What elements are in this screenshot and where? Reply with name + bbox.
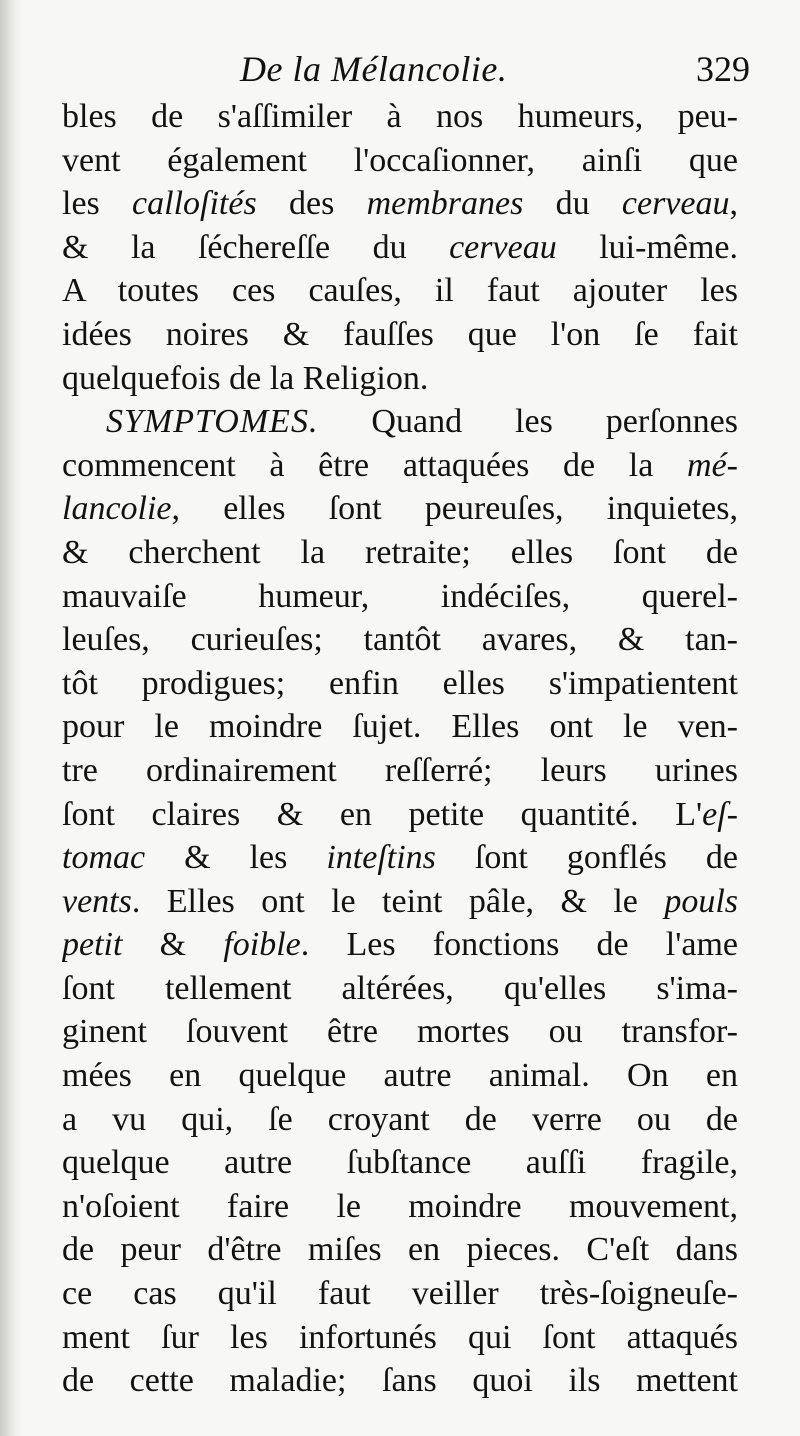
text-segment: idées noires & fauſſes que l'on ſe fait — [62, 315, 738, 353]
text-segment: lui-même. — [556, 228, 738, 266]
text-line — [62, 793, 738, 837]
running-head — [60, 48, 750, 98]
text-line — [62, 1010, 738, 1054]
text-segment: , elles ſont peureuſes, inquietes, — [171, 490, 738, 528]
text-segment: , — [729, 185, 738, 223]
text-line — [62, 880, 738, 924]
text-line — [62, 444, 738, 488]
text-segment: ſont gonflés de — [435, 839, 738, 877]
text-segment: pour le moindre ſujet. Elles ont le ven- — [62, 708, 738, 746]
text-segment: n'oſoient faire le moindre mouvement, — [62, 1187, 738, 1225]
text-line — [62, 357, 738, 401]
text-segment: a vu qui, ſe croyant de verre ou de — [62, 1100, 738, 1138]
text-segment: des — [256, 185, 367, 223]
italic-term: petit — [62, 926, 123, 964]
text-line — [62, 1316, 738, 1360]
text-line — [62, 95, 738, 139]
text-line — [62, 1272, 738, 1316]
text-segment: mées en quelque autre animal. On en — [62, 1057, 738, 1095]
page-gutter-shadow — [0, 0, 22, 1436]
text-line — [62, 575, 738, 619]
text-segment: du — [523, 185, 622, 223]
text-segment: . Elles ont le teint pâle, & le — [131, 882, 665, 920]
body-text — [62, 95, 738, 1403]
text-segment: ment ſur les infortunés qui ſont attaqués — [62, 1318, 738, 1356]
text-segment: leuſes, curieuſes; tantôt avares, & tan- — [62, 621, 738, 659]
italic-term: foible — [223, 926, 301, 964]
text-line — [62, 1185, 738, 1229]
text-segment: commencent à être attaquées de la — [62, 446, 688, 484]
text-segment: de peur d'être miſes en pieces. C'eſt dans — [62, 1231, 738, 1269]
text-line — [62, 182, 738, 226]
text-line — [62, 836, 738, 880]
italic-term: membranes — [366, 185, 524, 223]
italic-term: eſ- — [702, 795, 738, 833]
text-line — [62, 749, 738, 793]
text-line — [62, 1228, 738, 1272]
text-segment: bles de s'aſſimiler à nos humeurs, peu- — [62, 98, 738, 135]
text-line — [62, 967, 738, 1011]
text-line — [62, 705, 738, 749]
text-segment: Quand les perſonnes — [318, 403, 738, 441]
italic-term: cerveau — [449, 228, 557, 266]
text-line — [62, 400, 738, 444]
italic-term: cerveau — [621, 185, 730, 223]
text-line — [62, 618, 738, 662]
text-segment: & la ſéchereſſe du — [62, 228, 450, 266]
italic-term: vents — [62, 882, 132, 920]
text-segment: A toutes ces cauſes, il faut ajouter les — [62, 272, 738, 310]
text-line — [62, 1141, 738, 1185]
text-segment: tre ordinairement reſſerré; leurs urines — [62, 751, 738, 789]
text-line — [62, 1098, 738, 1142]
page-number: 329 — [696, 49, 750, 89]
italic-term: pouls — [664, 882, 738, 920]
text-line — [62, 662, 738, 706]
text-line — [62, 1054, 738, 1098]
text-line — [62, 313, 738, 357]
text-line — [62, 531, 738, 575]
section-heading: SYMPTOMES. — [106, 403, 319, 441]
text-segment: & — [122, 926, 224, 964]
text-line — [62, 1359, 738, 1403]
text-segment: de cette maladie; ſans quoi ils mettent — [62, 1362, 738, 1400]
text-segment: . Les fonctions de l'ame — [300, 926, 738, 964]
text-segment: quelque autre ſubſtance auſſi fragile, — [62, 1144, 738, 1182]
text-segment: & les — [145, 839, 327, 877]
italic-term: lancolie — [62, 490, 172, 528]
text-segment: tôt prodigues; enfin elles s'impatientent — [62, 664, 738, 702]
text-line — [62, 923, 738, 967]
text-segment: ce cas qu'il faut veiller très-ſoigneuſe- — [62, 1275, 738, 1313]
running-title: De la Mélancolie. — [240, 49, 508, 89]
text-line — [62, 139, 738, 183]
text-segment: quelquefois de la Religion. — [62, 359, 429, 397]
text-segment: & cherchent la retraite; elles ſont de — [62, 533, 738, 571]
text-line — [62, 269, 738, 313]
italic-term: tomac — [62, 839, 146, 877]
text-line — [62, 487, 738, 531]
italic-term: inteſtins — [326, 839, 436, 877]
text-segment: les — [62, 185, 133, 223]
text-segment: ſont tellement altérées, qu'elles s'ima- — [62, 969, 738, 1007]
italic-term: mé- — [687, 446, 738, 484]
text-segment: vent également l'occaſionner, ainſi que — [62, 141, 738, 179]
text-segment: ſont claires & en petite quantité. L' — [62, 795, 703, 833]
italic-term: calloſités — [132, 185, 257, 223]
text-line — [62, 226, 738, 270]
text-segment: ginent ſouvent être mortes ou transfor- — [62, 1013, 738, 1051]
text-segment: mauvaiſe humeur, indéciſes, querel- — [62, 577, 738, 615]
